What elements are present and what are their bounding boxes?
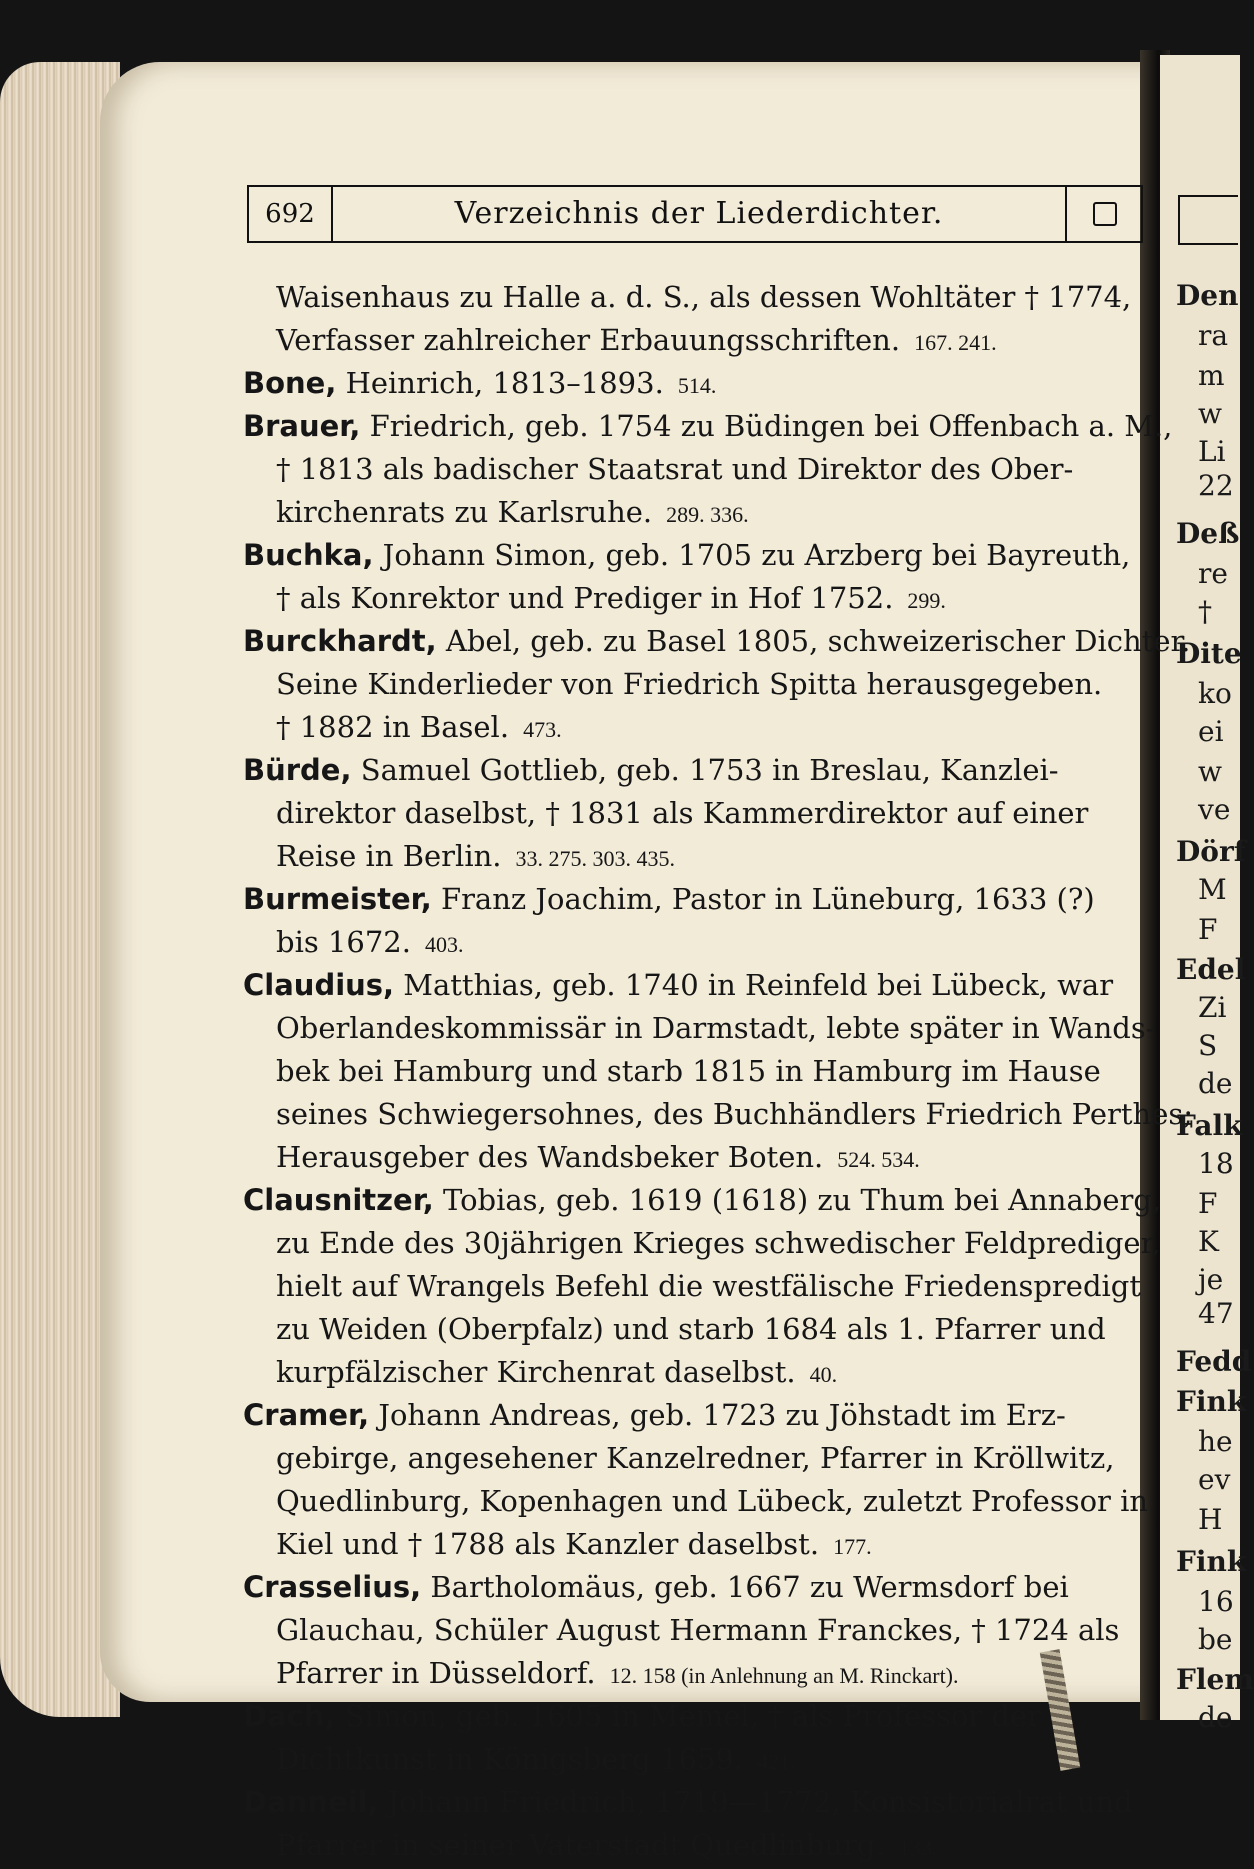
entry-line [243,1695,1133,1738]
facing-page-text: de [1198,1067,1233,1100]
poet-name: Bone, [243,366,337,400]
facing-page-text: ei [1198,715,1224,748]
entry-line [243,1480,1149,1523]
entry-text: zu Weiden (Oberpfalz) und starb 1684 als 1. Pfarrer und [276,1312,1106,1346]
entry-line [243,276,1133,319]
entry-text: zu Ende des 30jährigen Krieges schwedischer Feldprediger, [276,1226,1161,1260]
entry-line [243,1824,1133,1867]
square-ornament-icon [1093,202,1117,226]
facing-page-text: Li [1198,435,1226,468]
hymn-number-refs: 12. 158 (in Anlehnung an M. Rinckart). [609,1663,959,1688]
entry-line [243,1351,1133,1394]
entry-line [243,1222,1161,1265]
poet-name: Claudius, [243,968,395,1002]
entry-line [243,577,1133,620]
facing-page-text: ve [1198,793,1231,826]
entry-text: direktor daselbst, † 1831 als Kammerdirektor auf einer [276,796,1089,830]
facing-page-text: ev [1198,1463,1231,1496]
entry-line [243,1781,1133,1824]
facing-page-text: 16 [1198,1585,1234,1618]
entry-line [243,1394,1133,1437]
entry-line [243,1007,1156,1050]
hymn-number-refs: 40. [809,1362,838,1387]
entry-line [243,1308,1133,1351]
entry-text: Matthias, geb. 1740 in Reinfeld bei Lübeck, war [394,968,1114,1002]
entry-text: bek bei Hamburg und starb 1815 in Hamburg im Hause [276,1054,1101,1088]
entry-line [243,405,1173,448]
facing-page-fragment [1160,55,1254,1734]
entry-line [243,921,1133,964]
entry-text: † als Konrektor und Prediger in Hof 1752. [276,581,894,615]
entry-text: Dichtkunst in Königsberg 1659. [276,1742,744,1776]
entry-line [243,1437,1133,1480]
entry-text: † 1813 als badischer Staatsrat und Direktor des Ober- [276,452,1074,486]
facing-page-text: † [1198,595,1212,628]
entry-text: Seine Kinderlieder von Friedrich Spitta herausgegeben. [276,667,1103,701]
facing-page-text: F [1198,1187,1218,1220]
entry-text: Waisenhaus zu Halle a. d. S., als dessen Wohltäter † 1774, [276,280,1132,314]
facing-page-text: 47 [1198,1297,1234,1330]
entry-line [243,1179,1162,1222]
entry-line [243,1050,1133,1093]
facing-page-text: 22 [1198,469,1234,502]
poet-name: Burmeister, [243,882,432,916]
poet-name: Brauer, [243,409,361,443]
entry-line [243,749,1133,792]
facing-page-text: Deß [1176,517,1240,550]
entry-line [243,1609,1133,1652]
entry-line [243,362,1133,405]
facing-page-text: H [1198,1503,1223,1536]
entry-text: Heinrich, 1813–1893. [336,366,664,400]
entry-text: Pfarrer in seiner Vaterstadt Quedlinburg. [276,1828,885,1862]
hymn-number-refs: 33. 275. 303. 435. [515,846,675,871]
facing-page-text: he [1198,1425,1233,1458]
entry-text: Pfarrer in Düsseldorf. [276,1656,596,1690]
hymn-number-refs: 524. 534. [837,1147,920,1172]
hymn-number-refs: 167. 241. [914,330,997,355]
poet-name: Crasselius, [243,1570,422,1604]
hymn-number-refs: 403. [424,932,464,957]
facing-page-text: Edel [1176,953,1246,986]
facing-page-text: w [1198,755,1222,788]
entry-line [243,835,1133,878]
entry-line [243,448,1133,491]
entry-text: † 1882 in Basel. [276,710,510,744]
hymn-number-refs: 514. [677,373,717,398]
facing-page-text: Dörf [1176,835,1246,868]
facing-page-text: Fink [1176,1385,1247,1418]
facing-page-text: Dite [1176,637,1242,670]
facing-page-text: S [1198,1029,1218,1062]
facing-page-text: Zi [1198,991,1227,1024]
facing-page-header-box [1178,195,1238,245]
facing-page-text: Den [1176,279,1239,312]
poet-index-list [243,276,1194,1867]
page-title: Verzeichnis der Liederdichter. [454,196,944,231]
facing-page-text: ko [1198,677,1232,710]
entry-text: kurpfälzischer Kirchenrat daselbst. [276,1355,796,1389]
entry-line [243,1523,1133,1566]
entry-text: Bartholomäus, geb. 1667 zu Wermsdorf bei [421,1570,1069,1604]
entry-text: Reise in Berlin. [276,839,502,873]
entry-line [243,706,1133,749]
entry-text: Johann Andreas, geb. 1723 zu Jöhstadt im Erz- [369,1398,1066,1432]
entry-text: Oberlandeskommissär in Darmstadt, lebte später in Wands- [276,1011,1156,1045]
hymn-number-refs: 421. [757,1749,796,1774]
facing-page-text: 18 [1198,1147,1234,1180]
entry-line [243,491,1133,534]
entry-text: Samuel Gottlieb, geb. 1753 in Breslau, Kanzlei- [351,753,1059,787]
entry-line [243,1093,1194,1136]
hymn-number-refs: 299. [907,588,946,613]
facing-page-text: de [1198,1701,1233,1734]
entry-line [243,534,1133,577]
entry-text: bis 1672. [276,925,411,959]
hymn-number-refs: 473. [523,717,562,742]
entry-line [243,964,1133,1007]
entry-line [243,1738,1133,1781]
entry-text: Verfasser zahlreicher Erbauungsschriften. [276,323,901,357]
facing-page-text: re [1198,557,1228,590]
hymn-number-refs: 289. 336. [666,502,749,527]
entry-text: seines Schwiegersohnes, des Buchhändlers Friedrich Perthes; [276,1097,1194,1131]
facing-page-text: K [1198,1225,1219,1258]
header-ornament-box [1065,187,1141,241]
facing-page-text: m [1198,359,1225,392]
entry-line [243,319,1133,362]
poet-name: Danneil, [243,1785,379,1819]
poet-name: Clausnitzer, [243,1183,434,1217]
poet-name: Cramer, [243,1398,370,1432]
entry-text: kirchenrats zu Karlsruhe. [276,495,653,529]
hymn-number-refs: 133. [898,1835,938,1860]
facing-page-text: Flem [1176,1663,1254,1696]
entry-line [243,1136,1133,1179]
entry-line [243,663,1133,706]
entry-text: Quedlinburg, Kopenhagen und Lübeck, zuletzt Professor in [276,1484,1149,1518]
page-number: 692 [249,187,333,241]
entry-text: hielt auf Wrangels Befehl die westfälische Friedenspredigt [276,1269,1142,1303]
entry-text: Johann Simon, geb. 1705 zu Arzberg bei Bayreuth, [373,538,1131,572]
poet-name: Bürde, [243,753,352,787]
entry-text: Abel, geb. zu Basel 1805, schweizerischer Dichter. [436,624,1191,658]
facing-page-text: Fink [1176,1545,1247,1578]
entry-text: Johann Friedrich, 1719—1772, Konsistorialrat und [378,1785,1133,1819]
entry-text: Franz Joachim, Pastor in Lüneburg, 1633 (?) [431,882,1095,916]
facing-page-text: ra [1198,319,1229,352]
entry-line [243,878,1133,921]
facing-page-text: F [1198,913,1218,946]
facing-page-text: Falk [1176,1109,1243,1142]
entry-text: Simon, geb. 1605 in Memel, † als Professor der [335,1699,1042,1733]
entry-line [243,1265,1142,1308]
entry-text: Tobias, geb. 1619 (1618) zu Thum bei Annaberg, [433,1183,1162,1217]
entry-line [243,620,1191,663]
facing-page-text: Fedd [1176,1345,1252,1378]
facing-page-text: M [1198,873,1227,906]
page-header [247,185,1143,243]
facing-page-text: w [1198,397,1222,430]
poet-name: Buchka, [243,538,374,572]
poet-name: Burckhardt, [243,624,437,658]
facing-page-text: je [1198,1263,1224,1296]
entry-line [243,1652,1133,1695]
entry-text: Herausgeber des Wandsbeker Boten. [276,1140,824,1174]
poet-name: Dach, [243,1699,336,1733]
entry-text: Glauchau, Schüler August Hermann Franckes, † 1724 als [276,1613,1120,1647]
entry-text: gebirge, angesehener Kanzelredner, Pfarrer in Kröllwitz, [276,1441,1115,1475]
hymn-number-refs: 177. [833,1534,872,1559]
entry-line [243,1566,1133,1609]
entry-text: Friedrich, geb. 1754 zu Büdingen bei Offenbach a. M., [360,409,1173,443]
entry-line [243,792,1133,835]
entry-text: Kiel und † 1788 als Kanzler daselbst. [276,1527,820,1561]
facing-page-text: be [1198,1623,1233,1656]
